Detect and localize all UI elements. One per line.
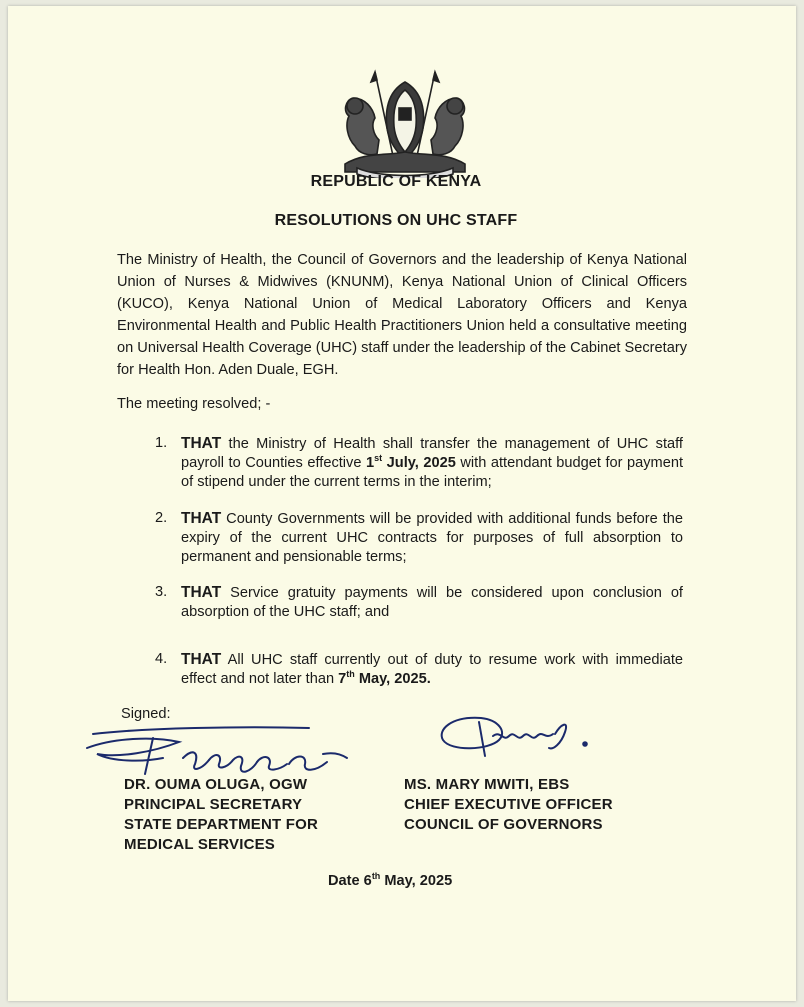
country-heading: REPUBLIC OF KENYA — [310, 173, 482, 190]
resolution-body: All UHC staff currently out of duty to resume work with immediate effect and not later than — [181, 652, 683, 687]
resolution-body-end: with attendant budget for payment of stipend under the current terms in the interim; — [181, 455, 683, 490]
signature-left — [83, 718, 353, 778]
resolution-number: 3. — [155, 584, 168, 600]
signed-label: Signed: — [121, 706, 171, 722]
resolution-item — [155, 434, 683, 492]
resolution-number: 1. — [155, 435, 168, 451]
resolution-text — [181, 509, 683, 567]
signatory-left — [124, 775, 318, 855]
signatory-org: MEDICAL SERVICES — [124, 836, 276, 853]
resolution-text — [181, 650, 683, 689]
resolution-item — [155, 509, 683, 567]
resolution-text — [181, 583, 683, 622]
resolution-date-month: July, 2025 — [382, 455, 456, 471]
resolution-date-month: May, 2025. — [354, 671, 431, 687]
document-page — [8, 6, 796, 1001]
signatory-name: DR. OUMA OLUGA, OGW — [124, 776, 308, 793]
date-prefix: Date 6 — [328, 873, 372, 889]
kenya-coat-of-arms-icon — [335, 68, 475, 178]
resolution-date-suffix: st — [374, 453, 383, 463]
resolution-text — [181, 434, 683, 492]
signatory-name: MS. MARY MWITI, EBS — [404, 776, 570, 793]
resolution-body: County Governments will be provided with additional funds before the expiry of the current UHC contracts for purposes of full absorption to permanent and pensionable terms; — [181, 511, 683, 565]
resolved-label: The meeting resolved; - — [117, 396, 271, 412]
resolution-date-day: 1 — [366, 455, 375, 471]
resolution-number: 2. — [155, 510, 168, 526]
resolution-lead: THAT — [181, 435, 222, 452]
signatory-title: PRINCIPAL SECRETARY — [124, 796, 303, 813]
date-suffix: th — [371, 871, 381, 881]
resolution-date-suffix: th — [346, 669, 355, 679]
resolution-body: Service gratuity payments will be considered upon conclusion of absorption of the UHC staff; and — [181, 585, 683, 620]
resolution-number: 4. — [155, 651, 168, 667]
signatory-org: COUNCIL OF GOVERNORS — [404, 816, 603, 833]
page-title: RESOLUTIONS ON UHC STAFF — [274, 212, 518, 229]
resolution-item — [155, 583, 683, 622]
signatory-title: CHIEF EXECUTIVE OFFICER — [404, 796, 613, 813]
resolution-item — [155, 650, 683, 689]
signature-right — [433, 710, 603, 762]
resolution-lead: THAT — [181, 651, 222, 668]
date-month-year: May, 2025 — [380, 873, 453, 889]
resolution-body: the Ministry of Health shall transfer the management of UHC staff payroll to Counties effective — [181, 436, 683, 471]
signatory-right — [404, 775, 613, 835]
intro-paragraph: The Ministry of Health, the Council of Governors and the leadership of Kenya National Union of Nurses & Midwives (KNUNM), Kenya National Union of Clinical Officers (KUCO), Kenya National Union of Medical Laboratory Officers and Kenya Environmental Health and Public Health Practitioners Union held a consultative meeting on Universal Health Coverage (UHC) staff under the leadership of the Cabinet Secretary for Health Hon. Aden Duale, EGH. — [117, 252, 687, 378]
resolution-lead: THAT — [181, 584, 222, 601]
resolution-lead: THAT — [181, 510, 222, 527]
resolution-date-day: 7 — [338, 671, 347, 687]
signatory-org: STATE DEPARTMENT FOR — [124, 816, 318, 833]
document-date — [328, 873, 452, 889]
